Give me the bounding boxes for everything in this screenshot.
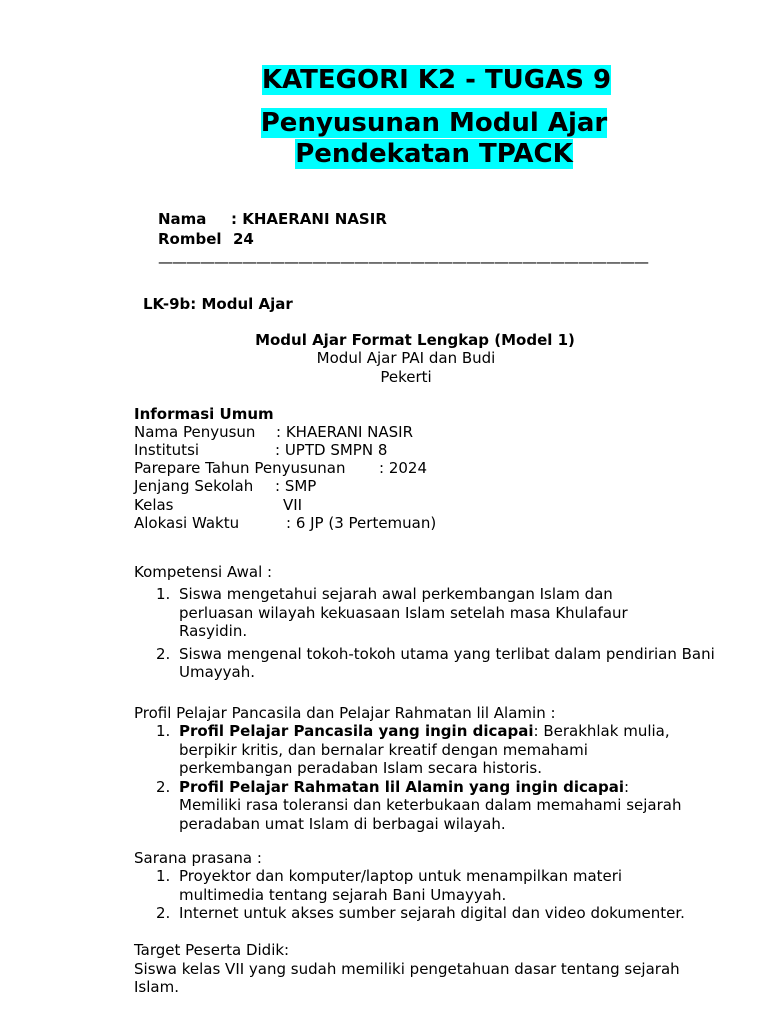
info-label: Nama Penyusun <box>134 423 256 441</box>
list-number: 1. <box>156 867 171 885</box>
module-subtitle-2: Pekerti <box>380 368 432 386</box>
info-heading: Informasi Umum <box>134 405 274 423</box>
list-text: Umayyah. <box>179 663 256 681</box>
rombel-value: 24 <box>233 230 254 248</box>
list-text: Siswa mengetahui sejarah awal perkembangan Islam dan <box>179 585 613 603</box>
kompetensi-list <box>134 585 715 682</box>
list-number: 1. <box>156 722 171 740</box>
list-bold-text: Profil Pelajar Rahmatan lil Alamin yang ingin dicapai <box>179 777 625 796</box>
list-item <box>134 867 685 904</box>
list-item <box>134 904 685 923</box>
list-text: Proyektor dan komputer/laptop untuk menampilkan materi <box>179 867 623 885</box>
lk-heading: LK-9b: Modul Ajar <box>143 295 293 313</box>
list-text: peradaban umat Islam di berbagai wilayah. <box>179 814 506 833</box>
list-text: Memiliki rasa toleransi dan keterbukaan dalam memahami sejarah <box>179 796 682 814</box>
list-text: : Berakhlak mulia, <box>533 722 670 740</box>
list-text: : <box>624 777 630 796</box>
list-bold-text: Profil Pelajar Pancasila yang ingin dicapai <box>179 722 534 740</box>
list-text: multimedia tentang sejarah Bani Umayyah. <box>179 885 507 904</box>
document-subtitle <box>0 108 768 170</box>
separator-rule: ——————————————————————————————————— <box>158 253 648 271</box>
list-number: 2. <box>156 777 171 796</box>
sarana-list <box>134 867 685 923</box>
document-title <box>0 64 768 96</box>
list-text: perkembangan peradaban Islam secara historis. <box>179 759 542 777</box>
target-text-2: Islam. <box>134 978 179 996</box>
kompetensi-heading: Kompetensi Awal : <box>134 563 273 581</box>
list-text: Internet untuk akses sumber sejarah digital dan video dokumenter. <box>179 904 685 922</box>
info-label: Parepare Tahun Penyusunan <box>134 459 346 477</box>
list-text: berpikir kritis, dan bernalar kreatif dengan memahami <box>179 740 588 759</box>
title-line-1: KATEGORI K2 - TUGAS 9 <box>261 65 612 95</box>
profil-list <box>134 722 681 833</box>
nama-label: Nama <box>158 210 207 228</box>
profil-heading: Profil Pelajar Pancasila dan Pelajar Rahmatan lil Alamin : <box>134 704 556 722</box>
list-text: Rasyidin. <box>179 622 248 640</box>
list-text: Siswa mengenal tokoh-tokoh utama yang terlibat dalam pendirian Bani <box>179 644 715 663</box>
list-number: 1. <box>156 585 171 603</box>
list-item <box>134 585 715 641</box>
info-value: : UPTD SMPN 8 <box>275 441 388 459</box>
title-line-2b: Pendekatan TPACK <box>295 139 573 169</box>
list-item <box>134 722 681 778</box>
target-text-1: Siswa kelas VII yang sudah memiliki pengetahuan dasar tentang sejarah <box>134 960 680 978</box>
info-value: : KHAERANI NASIR <box>276 423 414 441</box>
list-text: perluasan wilayah kekuasaan Islam setelah masa Khulafaur <box>179 603 628 622</box>
info-label: Kelas <box>134 496 174 514</box>
info-value: : 6 JP (3 Pertemuan) <box>286 514 437 532</box>
target-heading: Target Peserta Didik: <box>134 941 290 959</box>
title-line-2a: Penyusunan Modul Ajar <box>260 108 608 138</box>
rombel-label: Rombel <box>158 230 222 248</box>
list-item <box>134 778 681 834</box>
list-number: 2. <box>156 904 171 922</box>
module-title: Modul Ajar Format Lengkap (Model 1) <box>255 331 575 349</box>
info-value: VII <box>283 496 303 514</box>
list-number: 2. <box>156 644 171 663</box>
info-label: Alokasi Waktu <box>134 514 240 532</box>
info-value: : 2024 <box>379 459 427 477</box>
info-value: : SMP <box>275 477 317 495</box>
list-item <box>134 645 715 682</box>
module-subtitle-1: Modul Ajar PAI dan Budi <box>316 349 496 367</box>
nama-value: : KHAERANI NASIR <box>231 210 387 228</box>
info-label: Institutsi <box>134 441 200 459</box>
info-label: Jenjang Sekolah <box>134 477 254 495</box>
sarana-heading: Sarana prasana : <box>134 849 262 867</box>
